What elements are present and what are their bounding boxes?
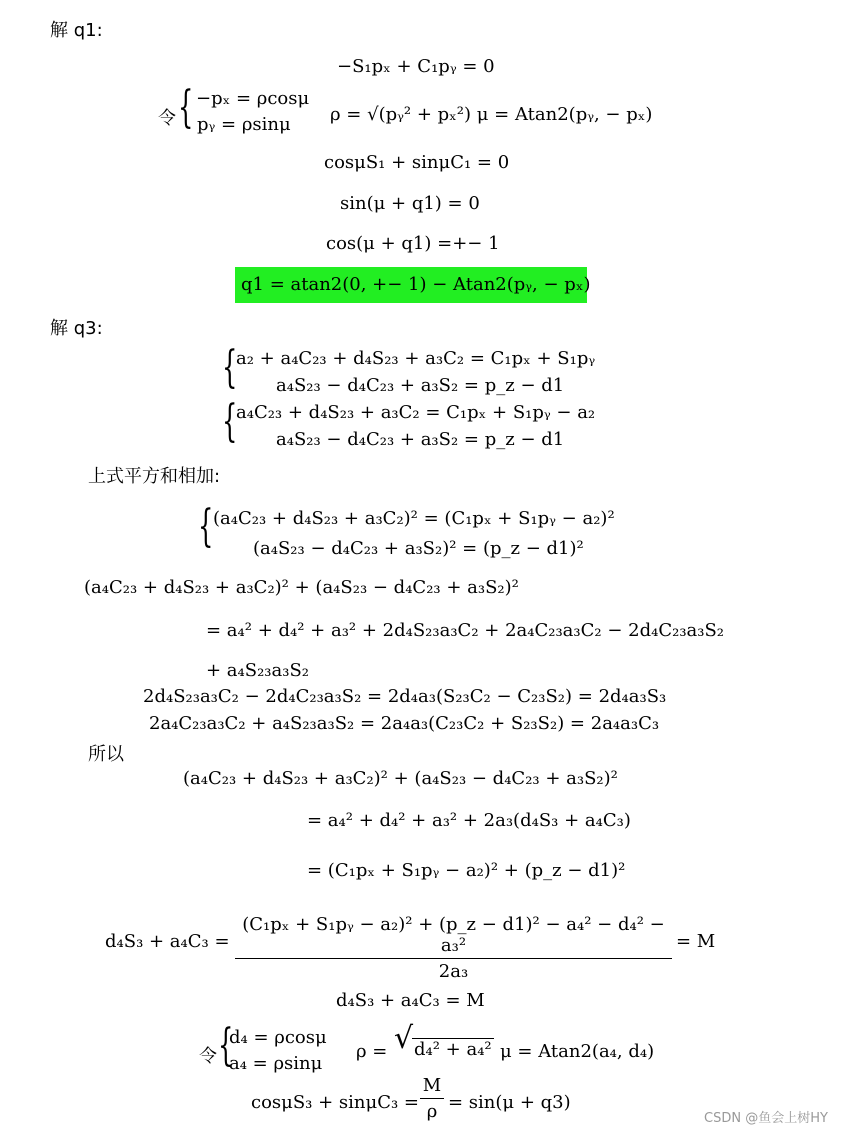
mu-definition: μ = Atan2(a₄, d₄)	[500, 1041, 655, 1062]
system-q3c-line2: (a₄S₂₃ − d₄C₂₃ + a₃S₂)² = (p_z − d1)²	[253, 538, 584, 559]
last-equation-lhs: cosμS₃ + sinμC₃ =	[251, 1092, 420, 1113]
final-rhs-2: = (C₁pₓ + S₁pᵧ − a₂)² + (p_z − d1)²	[307, 860, 626, 881]
system-q3b-line2: a₄S₂₃ − d₄C₂₃ + a₃S₂ = p_z − d1	[276, 429, 565, 450]
m-equation-lhs: d₄S₃ + a₄C₃ =	[105, 931, 230, 952]
let-label-q1: 令	[158, 108, 176, 129]
heading-q3: 解 q3:	[50, 318, 103, 339]
left-brace-icon: {	[218, 1020, 234, 1071]
equation-q1-2: cosμS₁ + sinμC₁ = 0	[324, 152, 510, 173]
watermark: CSDN @鱼会上树HY	[704, 1111, 828, 1126]
system-q1-line1: −pₓ = ρcosμ	[196, 88, 310, 109]
system-q3a-line2: a₄S₂₃ − d₄C₂₃ + a₃S₂ = p_z − d1	[276, 375, 565, 396]
square-sum-text: 上式平方和相加:	[88, 466, 221, 487]
last-fraction-numerator: M	[422, 1075, 442, 1096]
m-equation: d₄S₃ + a₄C₃ = M	[336, 990, 485, 1011]
identity-2: 2a₄C₂₃a₃C₂ + a₄S₂₃a₃S₂ = 2a₄a₃(C₂₃C₂ + S₂₃S₂) = 2a₄a₃C₃	[149, 713, 660, 734]
final-lhs: (a₄C₂₃ + d₄S₂₃ + a₃C₂)² + (a₄S₂₃ − d₄C₂₃ + a₃S₂)²	[183, 768, 618, 789]
equation-q1-4: cos(μ + q1) =+− 1	[326, 233, 500, 254]
left-brace-icon: {	[198, 501, 214, 552]
last-fraction-denominator: ρ	[426, 1101, 438, 1122]
m-fraction-denominator: 2a₃	[438, 961, 469, 982]
last-fraction	[420, 1075, 444, 1122]
rho-definition-prefix: ρ =	[356, 1041, 388, 1062]
heading-q1: 解 q1:	[50, 20, 103, 41]
final-rhs-1: = a₄² + d₄² + a₃² + 2a₃(d₄S₃ + a₄C₃)	[307, 810, 631, 831]
expansion-line2: + a₄S₂₃a₃S₂	[206, 660, 310, 681]
rho-definition-q1: ρ = √(pᵧ² + pₓ²) μ = Atan2(pᵧ, − pₓ)	[330, 104, 653, 125]
system-q3d-line1: d₄ = ρcosμ	[229, 1027, 327, 1048]
last-equation-rhs: = sin(μ + q3)	[448, 1092, 571, 1113]
identity-1: 2d₄S₂₃a₃C₂ − 2d₄C₂₃a₃S₂ = 2d₄a₃(S₂₃C₂ − C₂₃S₂) = 2d₄a₃S₃	[143, 686, 667, 707]
therefore-text: 所以	[88, 744, 124, 765]
rho-definition-radicand: d₄² + a₄²	[414, 1039, 492, 1060]
q1-result-highlight: q1 = atan2(0, +− 1) − Atan2(pᵧ, − pₓ)	[235, 267, 587, 303]
system-q3b-line1: a₄C₂₃ + d₄S₂₃ + a₃C₂ = C₁pₓ + S₁pᵧ − a₂	[236, 402, 596, 423]
expansion-line1: = a₄² + d₄² + a₃² + 2d₄S₂₃a₃C₂ + 2a₄C₂₃a₃C₂ − 2d₄C₂₃a₃S₂	[206, 620, 725, 641]
let-label-q3: 令	[199, 1046, 217, 1067]
expansion-lhs: (a₄C₂₃ + d₄S₂₃ + a₃C₂)² + (a₄S₂₃ − d₄C₂₃ + a₃S₂)²	[84, 577, 519, 598]
fraction-bar	[420, 1098, 444, 1099]
m-fraction	[235, 914, 672, 982]
system-q3c-line1: (a₄C₂₃ + d₄S₂₃ + a₃C₂)² = (C₁pₓ + S₁pᵧ − a₂)²	[213, 508, 615, 529]
equation-q1-1: −S₁pₓ + C₁pᵧ = 0	[337, 56, 495, 77]
sqrt-icon: √	[394, 1021, 414, 1056]
left-brace-icon: {	[222, 342, 238, 393]
m-equation-rhs: = M	[676, 931, 716, 952]
m-fraction-numerator: (C₁pₓ + S₁pᵧ − a₂)² + (p_z − d1)² − a₄² − d₄² − a₃²	[242, 914, 665, 956]
equation-q1-3: sin(μ + q1) = 0	[340, 193, 480, 214]
system-q3d-line2: a₄ = ρsinμ	[229, 1053, 323, 1074]
left-brace-icon: {	[222, 396, 238, 447]
left-brace-icon: {	[178, 82, 194, 133]
system-q1-line2: pᵧ = ρsinμ	[197, 114, 291, 135]
sqrt-radicand-box	[412, 1038, 494, 1060]
fraction-bar	[235, 958, 672, 959]
system-q3a-line1: a₂ + a₄C₂₃ + d₄S₂₃ + a₃C₂ = C₁pₓ + S₁pᵧ	[236, 348, 596, 369]
